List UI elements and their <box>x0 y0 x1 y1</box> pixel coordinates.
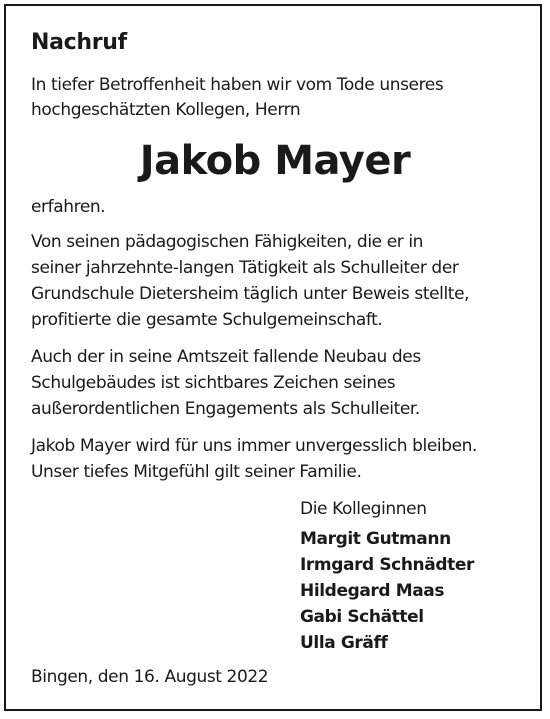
colleague-name: Margit Gutmann <box>300 529 451 549</box>
deceased-name: Jakob Mayer <box>139 138 411 184</box>
intro-line-1: In tiefer Betroffenheit haben wir vom Tode unseres <box>31 75 444 95</box>
place-date: Bingen, den 16. August 2022 <box>31 667 269 687</box>
notice-heading: Nachruf <box>31 30 127 55</box>
paragraph-1-line-1: Von seinen pädagogischen Fähigkeiten, die er in <box>31 232 424 252</box>
paragraph-3-line-1: Jakob Mayer wird für uns immer unvergesslich bleiben. <box>31 436 478 456</box>
paragraph-1-line-3: Grundschule Dietersheim täglich unter Beweis stellte, <box>31 284 470 304</box>
intro-line-2: hochgeschätzten Kollegen, Herrn <box>31 100 301 120</box>
after-name-text: erfahren. <box>31 197 106 217</box>
colleague-name: Irmgard Schnädter <box>300 555 474 575</box>
paragraph-2-line-2: Schulgebäudes ist sichtbares Zeichen seines <box>31 373 396 393</box>
colleague-name: Hildegard Maas <box>300 581 445 601</box>
colleague-name: Ulla Gräff <box>300 633 388 653</box>
paragraph-1-line-4: profitierte die gesamte Schulgemeinschaft. <box>31 310 383 330</box>
paragraph-1-line-2: seiner jahrzehnte-langen Tätigkeit als Schulleiter der <box>31 258 459 278</box>
colleague-name: Gabi Schättel <box>300 607 424 627</box>
paragraph-2-line-1: Auch der in seine Amtszeit fallende Neubau des <box>31 347 421 367</box>
signature-intro: Die Kolleginnen <box>300 499 427 519</box>
paragraph-3-line-2: Unser tiefes Mitgefühl gilt seiner Familie. <box>31 462 362 482</box>
paragraph-2-line-3: außerordentlichen Engagements als Schulleiter. <box>31 399 420 419</box>
